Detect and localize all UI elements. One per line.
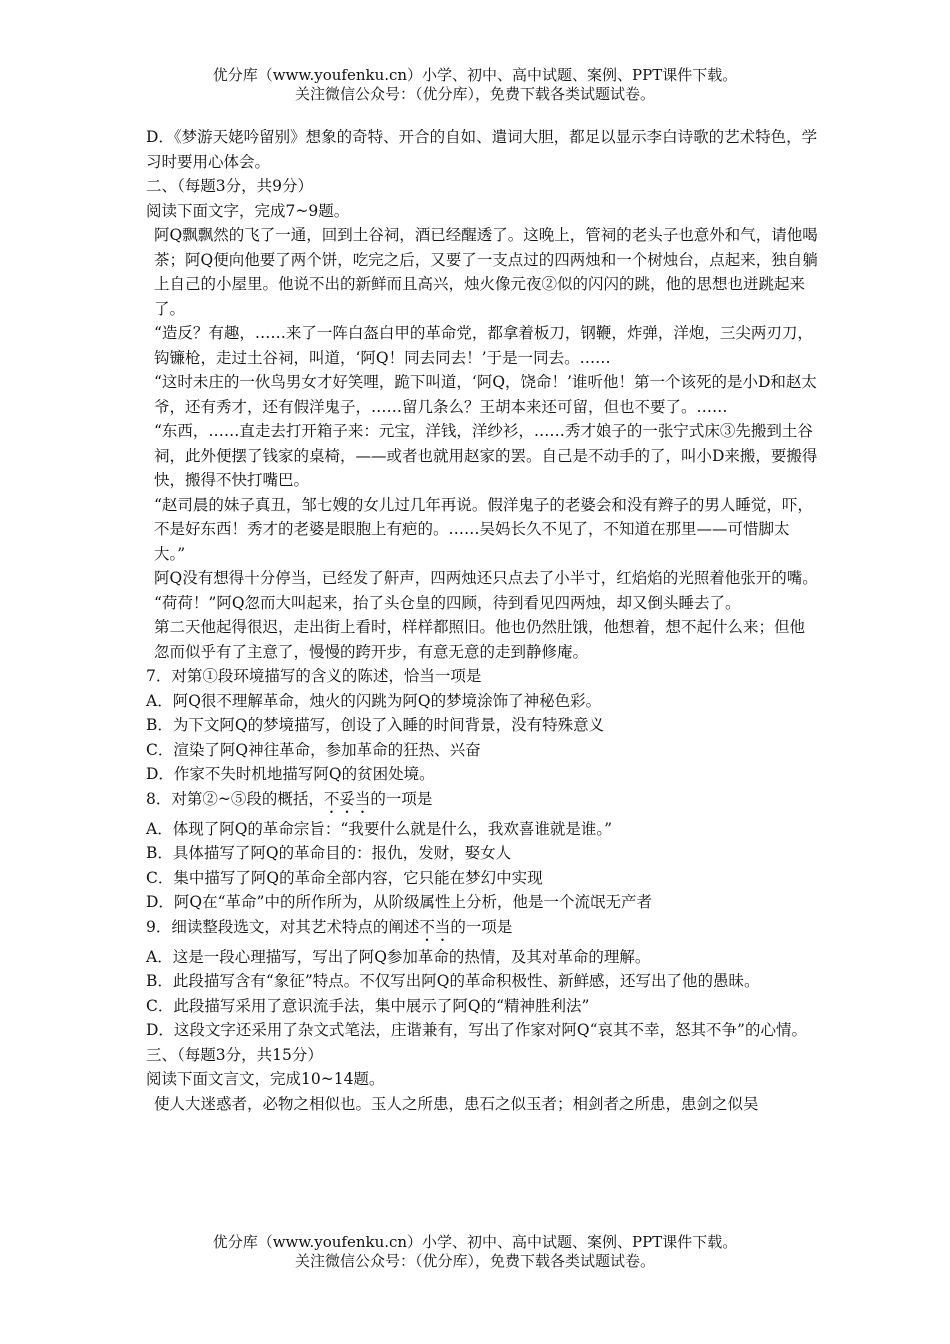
header-line-2: 关注微信公众号：（优分库），免费下载各类试题试卷。 [294,85,655,103]
q7-option-c: C．渲染了阿Q神往革命，参加革命的狂热、兴奋 [146,740,481,759]
q8-stem-after: 的一项是 [370,789,433,808]
classical-passage-line-1: 使人大迷惑者，必物之相似也。玉人之所患，患石之似玉者；相剑者之所患，患剑之似吴 [154,1094,759,1113]
q8-stem-emphasis: 不妥当 [323,789,371,808]
q8-option-a: A．体现了阿Q的革命宗旨：“我要什么就是什么，我欢喜谁就是谁。” [146,819,613,838]
passage-paragraph-6: 阿Q没有想得十分停当，已经发了鼾声，四两烛还只点去了小半寸，红焰焰的光照着他张开的嘴。 [154,569,818,587]
q9-stem-after: 的一项是 [450,917,513,936]
passage-paragraph-7: “荷荷！”阿Q忽而大叫起来，抬了头仓皇的四顾，待到看见四两烛，却又倒头睡去了。 [154,593,741,612]
footer-line-1: 优分库（www.youfenku.cn）小学、初中、高中试题、案例、PPT课件下载。 [212,1233,738,1251]
q8-option-c: C．集中描写了阿Q的革命全部内容，它只能在梦幻中实现 [146,868,543,887]
q9-option-a: A．这是一段心理描写，写出了阿Q参加革命的热情，及其对革命的理解。 [146,947,651,966]
q9-option-b: B．此段描写含有“象征”特点。不仅写出阿Q的革命积极性、新鲜感，还写出了他的愚昧。 [146,972,760,990]
passage-paragraph-1: 阿Q飘飘然的飞了一通，回到土谷祠，酒已经醒透了。这晚上，管祠的老头子也意外和气，请他喝茶；阿Q便向他要了两个饼，吃完之后，又要了一支点过的四两烛和一个树烛台，点起来，独自躺上自己的小屋里。他说不出的新鲜而且高兴，烛火像元夜②似的闪闪的跳，他的思想也迸跳起来了。 [154,226,818,318]
passage-paragraph-5: “赵司晨的妹子真丑，邹七嫂的女儿过几年再说。假洋鬼子的老婆会和没有辫子的男人睡觉，吓，不是好东西！秀才的老婆是眼胞上有疤的。……吴妈长久不见了，不知道在那里——可惜脚太大。” [154,495,813,563]
q9-option-d: D．这段文字还采用了杂文式笔法，庄谐兼有，写出了作家对阿Q“哀其不幸，怒其不争”的心情。 [146,1021,807,1039]
q9-stem [146,915,818,945]
section-3-instruction: 阅读下面文言文，完成10~14题。 [146,1070,385,1088]
document-body [146,125,818,1116]
q9-stem-emphasis: 不当 [419,917,451,936]
q8-option-b: B．具体描写了阿Q的革命目的：报仇，发财，娶女人 [146,844,512,862]
passage-paragraph-4: “东西，……直走去打开箱子来：元宝，洋钱，洋纱衫，……秀才娘子的一张宁式床③先搬到土谷祠，此外便摆了钱家的桌椅，——或者也就用赵家的罢。自己是不动手的了，叫小D来搬，要搬得快，搬得不快打嘴巴。 [154,422,818,489]
q9-stem-before: 9．细读整段选文，对其艺术特点的阐述 [146,917,420,936]
page-footer [0,1233,950,1271]
passage-paragraph-8: 第二天他起得很迟，走出街上看时，样样都照旧。他也仍然肚饿，他想着，想不起什么来；但他忽而似乎有了主意了，慢慢的跨开步，有意无意的走到静修庵。 [154,618,806,661]
q9-option-c: C．此段描写采用了意识流手法，集中展示了阿Q的“精神胜利法” [146,996,590,1015]
passage-paragraph-2: “造反？有趣，……来了一阵白盔白甲的革命党，都拿着板刀，钢鞭，炸弹，洋炮，三尖两刃刀，钩镰枪，走过土谷祠，叫道，‘阿Q！同去同去！’于是一同去。…… [154,324,813,367]
q8-stem [146,787,818,817]
q7-option-d: D．作家不失时机地描写阿Q的贫困处境。 [146,765,435,783]
section-2-title: 二、（每题3分，共9分） [146,177,313,195]
footer-line-2: 关注微信公众号：（优分库），免费下载各类试题试卷。 [294,1252,655,1270]
page-header [0,66,950,104]
q7-stem: 7．对第①段环境描写的含义的陈述，恰当一项是 [146,667,482,685]
section-3-title: 三、（每题3分，共15分） [146,1045,323,1064]
q7-option-b: B．为下文阿Q的梦境描写，创设了入睡的时间背景，没有特殊意义 [146,716,605,734]
q6-option-d: D．《梦游天姥吟留别》想象的奇特、开合的自如、遣词大胆，都足以显示李白诗歌的艺术特色，学习时要用心体会。 [146,128,818,171]
section-2-instruction: 阅读下面文字，完成7~9题。 [146,201,350,220]
q8-option-d: D．阿Q在“革命”中的所作所为，从阶级属性上分析，他是一个流氓无产者 [146,893,652,911]
q8-stem-before: 8．对第②~⑤段的概括， [146,789,324,808]
header-line-1: 优分库（www.youfenku.cn）小学、初中、高中试题、案例、PPT课件下载。 [212,66,738,84]
q7-option-a: A．阿Q很不理解革命，烛火的闪跳为阿Q的梦境涂饰了神秘色彩。 [146,691,602,710]
passage-paragraph-3: “这时未庄的一伙鸟男女才好笑哩，跪下叫道，‘阿Q，饶命！’谁听他！第一个该死的是小D和赵太爷，还有秀才，还有假洋鬼子，……留几条么？王胡本来还可留，但也不要了。…… [154,373,817,416]
